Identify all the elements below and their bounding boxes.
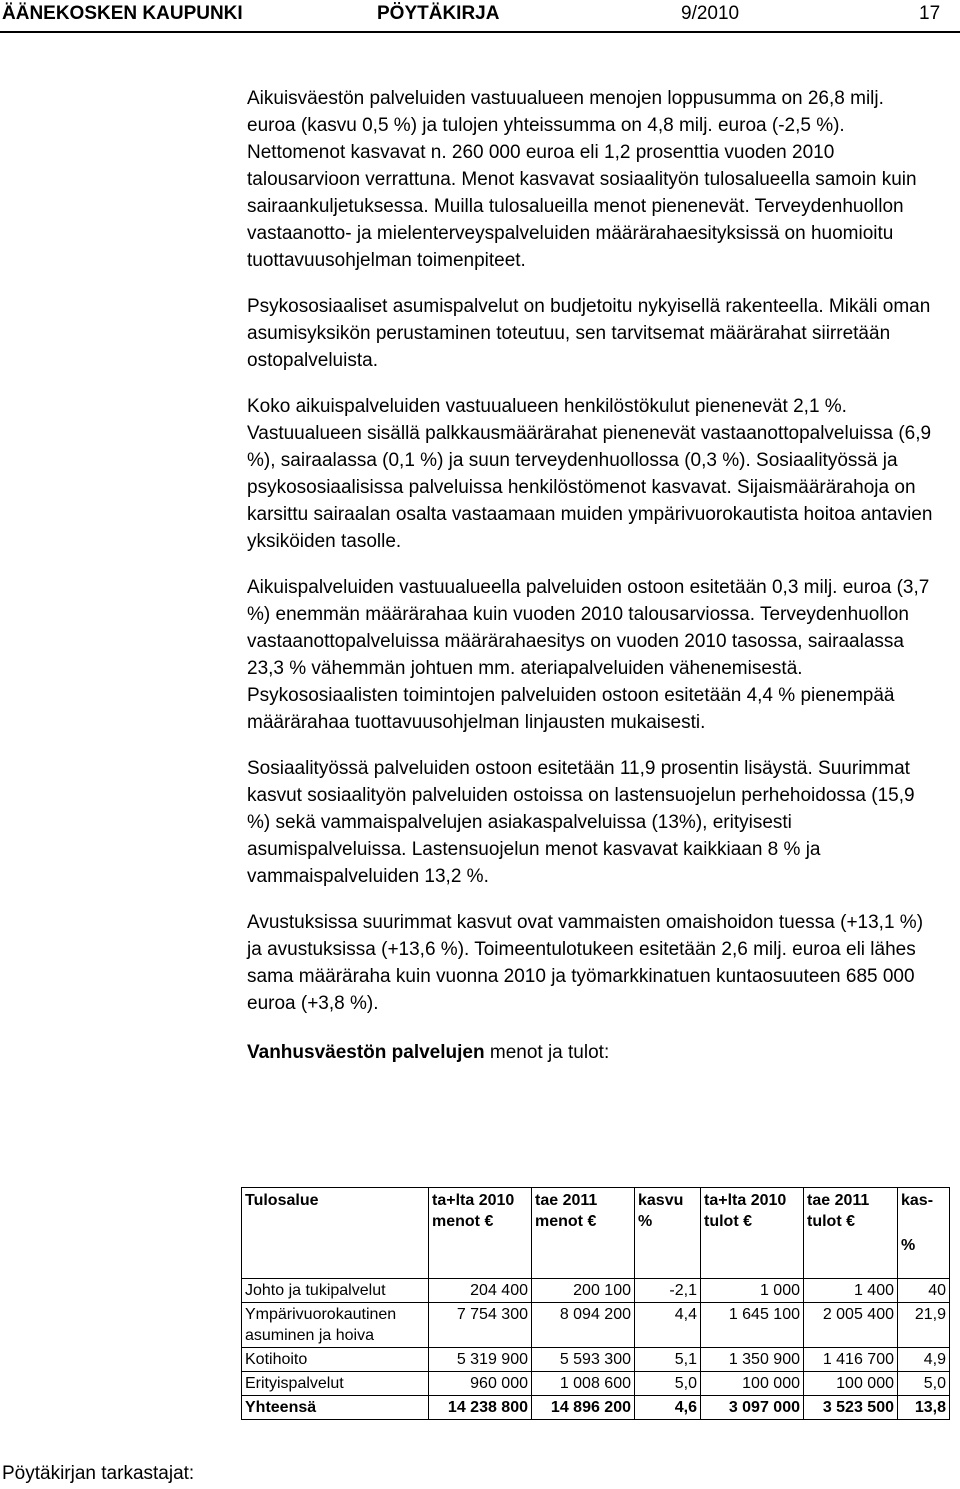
cell-value: 200 100 bbox=[532, 1279, 635, 1303]
cell-value: 5 319 900 bbox=[429, 1348, 532, 1372]
column-header: tae 2011 menot € bbox=[532, 1188, 635, 1279]
organization-name: ÄÄNEKOSKEN KAUPUNKI bbox=[2, 3, 243, 24]
cell-label: Erityispalvelut bbox=[242, 1372, 429, 1396]
cell-value: 5,0 bbox=[635, 1372, 701, 1396]
paragraph: Psykososiaaliset asumispalvelut on budjetoitu nykyisellä rakenteella. Mikäli oman asumisyksikön perustaminen toteutuu, sen tarvitsemat määrärahat siirretään ostopalveluista. bbox=[247, 296, 931, 371]
cell-label: Yhteensä bbox=[242, 1396, 429, 1420]
cell-value: 1 000 bbox=[701, 1279, 804, 1303]
cell-value: 4,4 bbox=[635, 1303, 701, 1348]
cell-value: 1 416 700 bbox=[804, 1348, 898, 1372]
column-header: ta+lta 2010 menot € bbox=[429, 1188, 532, 1279]
table-total-row bbox=[242, 1396, 950, 1420]
cell-value: 21,9 bbox=[898, 1303, 950, 1348]
document-body bbox=[247, 85, 935, 1066]
cell-value: 1 400 bbox=[804, 1279, 898, 1303]
cell-value: 1 008 600 bbox=[532, 1372, 635, 1396]
column-header-line1: kas- bbox=[901, 1192, 934, 1209]
cell-value: -2,1 bbox=[635, 1279, 701, 1303]
section-title-rest: menot ja tulot: bbox=[484, 1042, 610, 1063]
cell-label: Kotihoito bbox=[242, 1348, 429, 1372]
cell-label: Johto ja tukipalvelut bbox=[242, 1279, 429, 1303]
column-header: tae 2011 tulot € bbox=[804, 1188, 898, 1279]
budget-table bbox=[241, 1187, 950, 1420]
cell-value: 14 896 200 bbox=[532, 1396, 635, 1420]
table-row bbox=[242, 1279, 950, 1303]
cell-value: 100 000 bbox=[701, 1372, 804, 1396]
cell-value: 5,1 bbox=[635, 1348, 701, 1372]
table-header-row bbox=[242, 1188, 950, 1279]
cell-value: 7 754 300 bbox=[429, 1303, 532, 1348]
paragraph: Aikuisväestön palveluiden vastuualueen menojen loppusumma on 26,8 milj. euroa (kasvu 0,5 %) ja tulojen yhteissumma on 4,8 milj. euroa (-2,5 %). Nettomenot kasvavat n. 260 000 euroa eli 1,2 prosenttia vuoden 2010 talousarvioon verrattuna. Menot kasvavat sosiaalityön tulosalueella samoin kuin sairaankuljetuksessa. Muilla tulosalueilla menot pienenevät. Terveydenhuollon vastaanotto- ja mielenterveyspalveluiden määrärahaesityksissä on huomioitu tuottavuusohjelman toimenpiteet. bbox=[247, 88, 917, 271]
cell-value: 100 000 bbox=[804, 1372, 898, 1396]
table-row bbox=[242, 1372, 950, 1396]
document-type: PÖYTÄKIRJA bbox=[377, 3, 500, 24]
cell-value: 204 400 bbox=[429, 1279, 532, 1303]
paragraph: Avustuksissa suurimmat kasvut ovat vammaisten omaishoidon tuessa (+13,1 %) ja avustuksissa (+13,6 %). Toimeentulotukeen esitetään 2,6 milj. euroa eli lähes sama määräraha kuin vuonna 2010 ja työmarkkinatuen kuntaosuuteen 685 000 euroa (+3,8 %). bbox=[247, 912, 924, 1014]
paragraph: Aikuispalveluiden vastuualueella palveluiden ostoon esitetään 0,3 milj. euroa (3,7 %) enemmän määrärahaa kuin vuoden 2010 talousarviossa. Terveydenhuollon vastaanottopalveluissa määrärahaesitys on vuoden 2010 tasossa, sairaalassa 23,3 % vähemmän johtuen mm. ateriapalveluiden vähenemisestä. Psykososiaalisten toimintojen palveluiden ostoon esitetään 4,4 % pienempää määrärahaa tuottavuusohjelman linjausten mukaisesti. bbox=[247, 577, 930, 733]
cell-value: 13,8 bbox=[898, 1396, 950, 1420]
page-header bbox=[0, 0, 960, 30]
section-title-bold: Vanhusväestön palvelujen bbox=[247, 1042, 485, 1063]
cell-value: 8 094 200 bbox=[532, 1303, 635, 1348]
column-header bbox=[898, 1188, 950, 1279]
cell-value: 1 350 900 bbox=[701, 1348, 804, 1372]
issue-number: 9/2010 bbox=[681, 3, 740, 24]
cell-label: Ympärivuorokautinen asuminen ja hoiva bbox=[242, 1303, 429, 1348]
column-header: Tulosalue bbox=[242, 1188, 429, 1279]
table-row bbox=[242, 1303, 950, 1348]
column-header: ta+lta 2010 tulot € bbox=[701, 1188, 804, 1279]
cell-value: 40 bbox=[898, 1279, 950, 1303]
table-row bbox=[242, 1348, 950, 1372]
header-rule bbox=[0, 31, 960, 33]
cell-value: 14 238 800 bbox=[429, 1396, 532, 1420]
cell-value: 1 645 100 bbox=[701, 1303, 804, 1348]
column-header: kasvu % bbox=[635, 1188, 701, 1279]
section-title bbox=[247, 1039, 935, 1066]
cell-value: 4,6 bbox=[635, 1396, 701, 1420]
cell-value: 4,9 bbox=[898, 1348, 950, 1372]
cell-value: 3 097 000 bbox=[701, 1396, 804, 1420]
cell-value: 960 000 bbox=[429, 1372, 532, 1396]
footer-signature-label: Pöytäkirjan tarkastajat: bbox=[2, 1463, 195, 1484]
cell-value: 5 593 300 bbox=[532, 1348, 635, 1372]
cell-value: 5,0 bbox=[898, 1372, 950, 1396]
cell-value: 3 523 500 bbox=[804, 1396, 898, 1420]
paragraph: Sosiaalityössä palveluiden ostoon esitetään 11,9 prosentin lisäystä. Suurimmat kasvut sosiaalityön palveluiden ostoissa on lastensuojelun perhehoidossa (15,9 %) sekä vammaispalvelujen asiakaspalveluissa (13%), erityisesti asumispalveluissa. Lastensuojelun menot kasvavat kaikkiaan 8 % ja vammaispalveluiden 13,2 %. bbox=[247, 758, 915, 887]
cell-value: 2 005 400 bbox=[804, 1303, 898, 1348]
paragraph: Koko aikuispalveluiden vastuualueen henkilöstökulut pienenevät 2,1 %. Vastuualueen sisällä palkkausmäärärahat pienenevät vastaanottopalveluissa (6,9 %), sairaalassa (0,1 %) ja suun terveydenhuollossa (0,3 %). Sosiaalityössä ja psykososiaalisissa palveluissa henkilöstömenot kasvavat. Sijaismäärärahoja on karsittu sairaalan osalta vastaamaan muiden ympärivuorokautista hoitoa antavien yksiköiden tasolle. bbox=[247, 396, 933, 552]
column-header-line2: % bbox=[901, 1237, 916, 1254]
page-number: 17 bbox=[919, 3, 941, 24]
